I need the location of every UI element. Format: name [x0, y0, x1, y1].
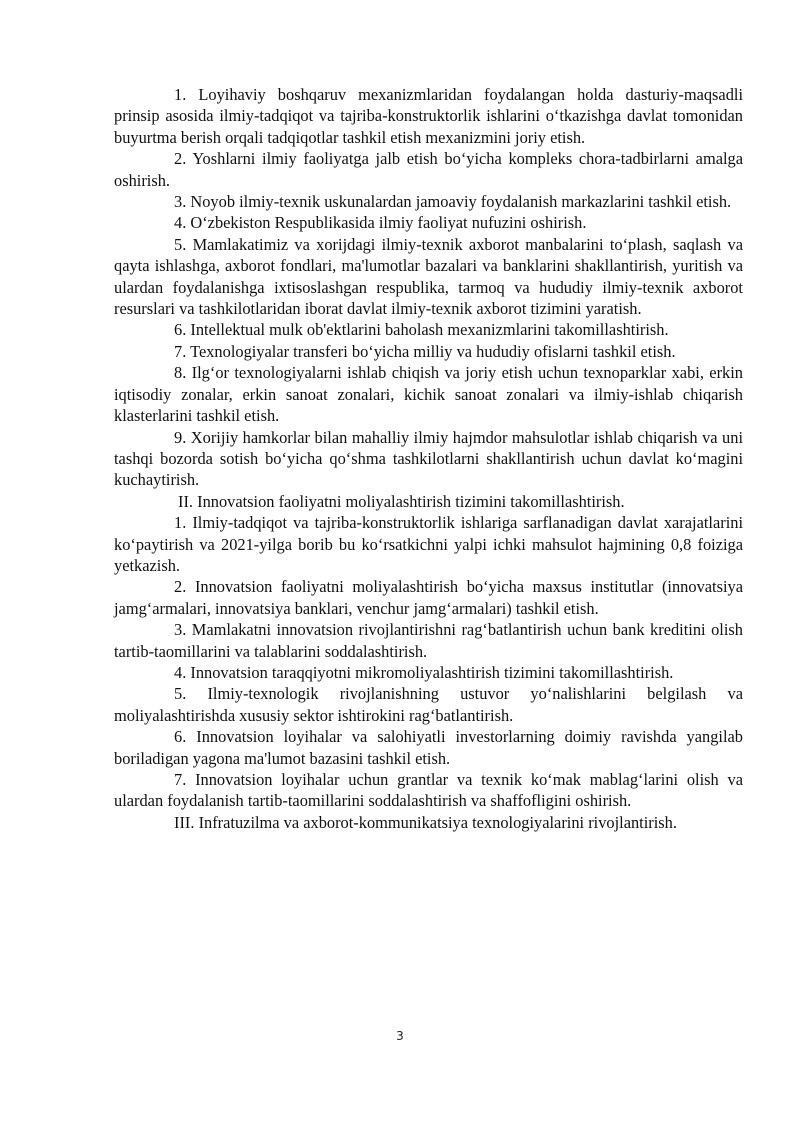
list-item-6-intellectual-property: 6. Intellektual mulk ob'ektlarini baholash mexanizmlarini takomillashtirish. [174, 320, 669, 340]
section-heading-ii: II. Innovatsion faoliyatni moliyalashtirish tizimini takomillashtirish. [178, 491, 625, 511]
list-item-ii-1-state-expenses: 1. Ilmiy-tadqiqot va tajriba-konstruktorlik ishlariga sarflanadigan davlat xarajatlarini ko‘paytirish va 2021-yilga borib bu ko‘rsatkichni yalpi ichki mahsulot hajmining 0,8 foiziga yetkazish. [114, 513, 743, 575]
list-item-ii-7-grants: 7. Innovatsion loyihalar uchun grantlar va texnik ko‘mak mablag‘larini olish va ulardan foydalanish tartib-taomillarini soddalashtirish va shaffofligini oshirish. [114, 770, 743, 811]
list-item-4-science-prestige: 4. O‘zbekiston Respublikasida ilmiy faoliyat nufuzini oshirish. [174, 213, 587, 233]
page-number: 3 [396, 1029, 404, 1043]
list-item-2-youth-science: 2. Yoshlarni ilmiy faoliyatga jalb etish bo‘yicha kompleks chora-tadbirlarni amalga oshirish. [114, 149, 743, 190]
document-body [114, 84, 743, 833]
list-item-ii-2-special-institutes: 2. Innovatsion faoliyatni moliyalashtirish bo‘yicha maxsus institutlar (innovatsiya jamg‘armalari, innovatsiya banklari, venchur jamg‘armalari) tashkil etish. [114, 577, 743, 618]
list-item-8-technoparks: 8. Ilg‘or texnologiyalarni ishlab chiqish va joriy etish uchun texnoparklar xabi, erkin iqtisodiy zonalar, erkin sanoat zonalari, kichik sanoat zonalari va ilmiy-ishlab chiqarish klasterlarini tashkil etish. [114, 363, 743, 426]
list-item-ii-4-microfinance: 4. Innovatsion taraqqiyotni mikromoliyalashtirish tizimini takomillashtirish. [174, 662, 674, 682]
list-item-3-equipment-centers: 3. Noyob ilmiy-texnik uskunalardan jamoaviy foydalanish markazlarini tashkil etish. [174, 192, 732, 212]
list-item-7-technology-transfer: 7. Texnologiyalar transferi bo‘yicha milliy va hududiy ofislarni tashkil etish. [174, 341, 676, 361]
list-item-ii-3-bank-credit: 3. Mamlakatni innovatsion rivojlantirishni rag‘batlantirish uchun bank kreditini olish tartib-taomillarini va talablarini soddalashtirish. [114, 620, 743, 661]
list-item-ii-5-private-sector: 5. Ilmiy-texnologik rivojlanishning ustuvor yo‘nalishlarini belgilash va moliyalashtirishda xususiy sektor ishtirokini rag‘batlantirish. [114, 684, 743, 725]
list-item-9-foreign-partners: 9. Xorijiy hamkorlar bilan mahalliy ilmiy hajmdor mahsulotlar ishlab chiqarish va uni tashqi bozorda sotish bo‘yicha qo‘shma tashkilotlarni shakllantirish uchun davlat ko‘magini kuchaytirish. [114, 427, 743, 490]
list-item-1-research-orders: 1. Loyihaviy boshqaruv mexanizmlaridan foydalangan holda dasturiy-maqsadli prinsip asosida ilmiy-tadqiqot va tajriba-konstruktorlik ishlarini o‘tkazishga davlat tomonidan buyurtma berish orqali tadqiqotlar tashkil etish mexanizmini joriy etish. [114, 85, 743, 147]
list-item-5-information-system: 5. Mamlakatimiz va xorijdagi ilmiy-texnik axborot manbalarini to‘plash, saqlash va qayta ishlashga, axborot fondlari, ma'lumotlar bazalari va banklarini shakllantirish, yuritish va ulardan foydalanishga ixtisoslashgan respublika, tarmoq va hududiy ilmiy-texnik axborot resurslari va tashkilotlaridan iborat davlat ilmiy-texnik axborot tizimini yaratish. [114, 234, 743, 319]
list-item-ii-6-database: 6. Innovatsion loyihalar va salohiyatli investorlarning doimiy ravishda yangilab boriladigan yagona ma'lumot bazasini tashkil etish. [114, 727, 743, 768]
section-heading-iii: III. Infratuzilma va axborot-kommunikatsiya texnologiyalarini rivojlantirish. [174, 812, 677, 832]
